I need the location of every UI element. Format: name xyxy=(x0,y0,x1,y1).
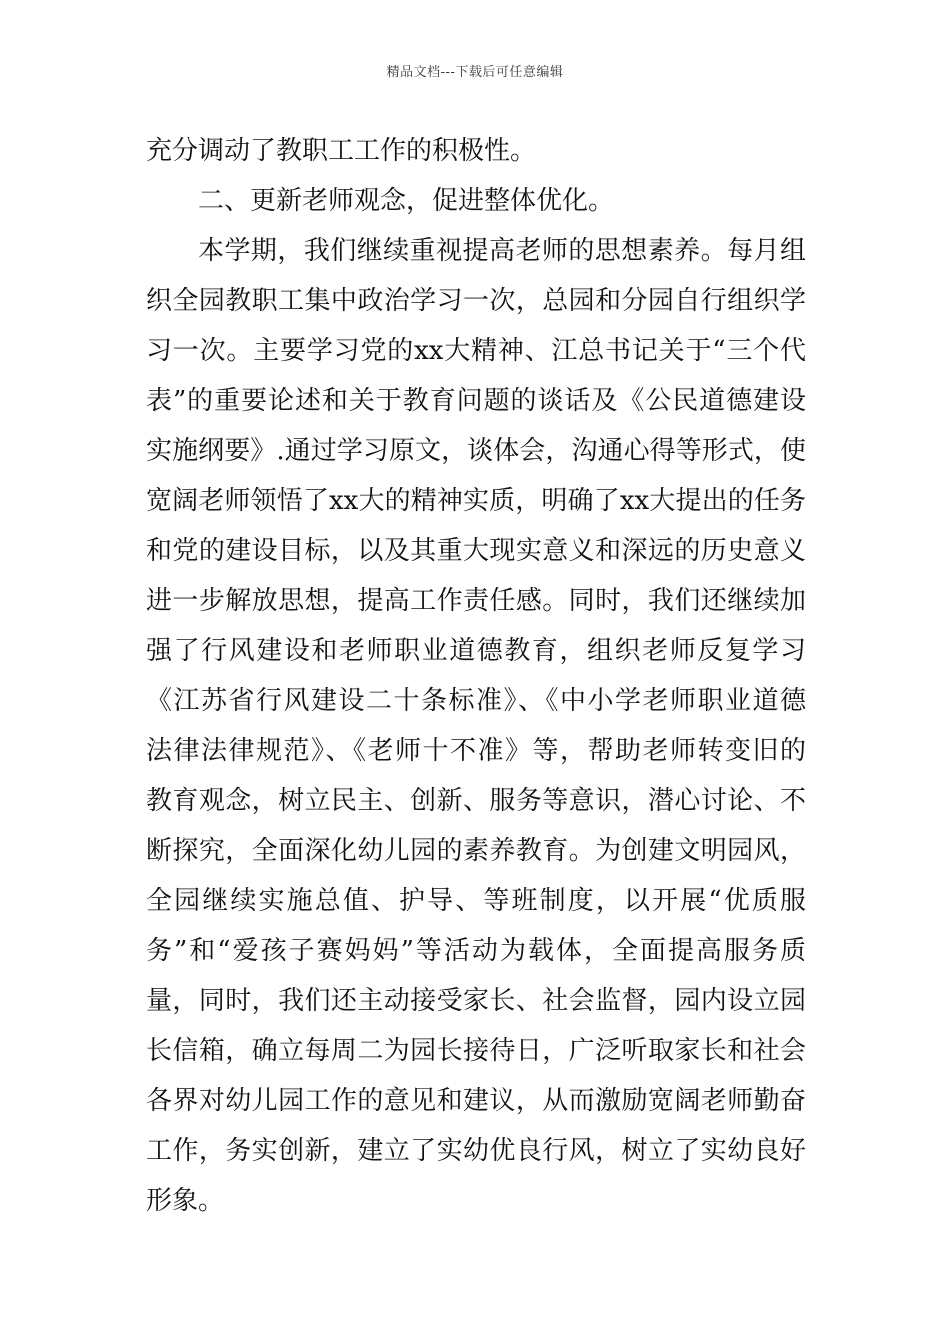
text-line: 宽阔老师领悟了xx大的精神实质，明确了xx大提出的任务 xyxy=(146,486,806,516)
body-text xyxy=(146,126,806,1226)
text-line: 法律法律规范》、《老师十不准》等，帮助老师转变旧的 xyxy=(146,736,806,766)
text-line: 教育观念，树立民主、创新、服务等意识，潜心讨论、不 xyxy=(146,786,806,816)
text-line: 各界对幼儿园工作的意见和建议，从而激励宽阔老师勤奋 xyxy=(146,1086,806,1116)
text-line: 表”的重要论述和关于教育问题的谈话及《公民道德建设 xyxy=(146,386,806,416)
text-line: 长信箱，确立每周二为园长接待日，广泛听取家长和社会 xyxy=(146,1036,806,1066)
text-line: 《江苏省行风建设二十条标准》、《中小学老师职业道德 xyxy=(146,686,806,716)
text-line: 二、更新老师观念，促进整体优化。 xyxy=(198,186,615,216)
page-header: 精品文档---下载后可任意编辑 xyxy=(386,65,564,80)
text-line: 务”和“爱孩子赛妈妈”等活动为载体，全面提高服务质 xyxy=(146,936,806,966)
text-line: 全园继续实施总值、护导、等班制度，以开展“优质服 xyxy=(146,886,806,916)
text-line: 本学期，我们继续重视提高老师的思想素养。每月组 xyxy=(198,236,806,266)
text-line: 量，同时，我们还主动接受家长、社会监督，园内设立园 xyxy=(146,986,806,1016)
text-line: 实施纲要》.通过学习原文，谈体会，沟通心得等形式，使 xyxy=(146,436,806,466)
text-line: 断探究，全面深化幼儿园的素养教育。为创建文明园风， xyxy=(146,836,806,866)
text-line: 习一次。主要学习党的xx大精神、江总书记关于“三个代 xyxy=(146,336,806,366)
text-line: 和党的建设目标，以及其重大现实意义和深远的历史意义 xyxy=(146,536,806,566)
text-line: 进一步解放思想，提高工作责任感。同时，我们还继续加 xyxy=(146,586,806,616)
text-line: 强了行风建设和老师职业道德教育，组织老师反复学习 xyxy=(146,636,806,666)
text-line: 织全园教职工集中政治学习一次，总园和分园自行组织学 xyxy=(146,286,806,316)
text-line: 充分调动了教职工工作的积极性。 xyxy=(146,136,537,166)
text-line: 形象。 xyxy=(146,1186,225,1216)
text-line: 工作，务实创新，建立了实幼优良行风，树立了实幼良好 xyxy=(146,1136,806,1166)
